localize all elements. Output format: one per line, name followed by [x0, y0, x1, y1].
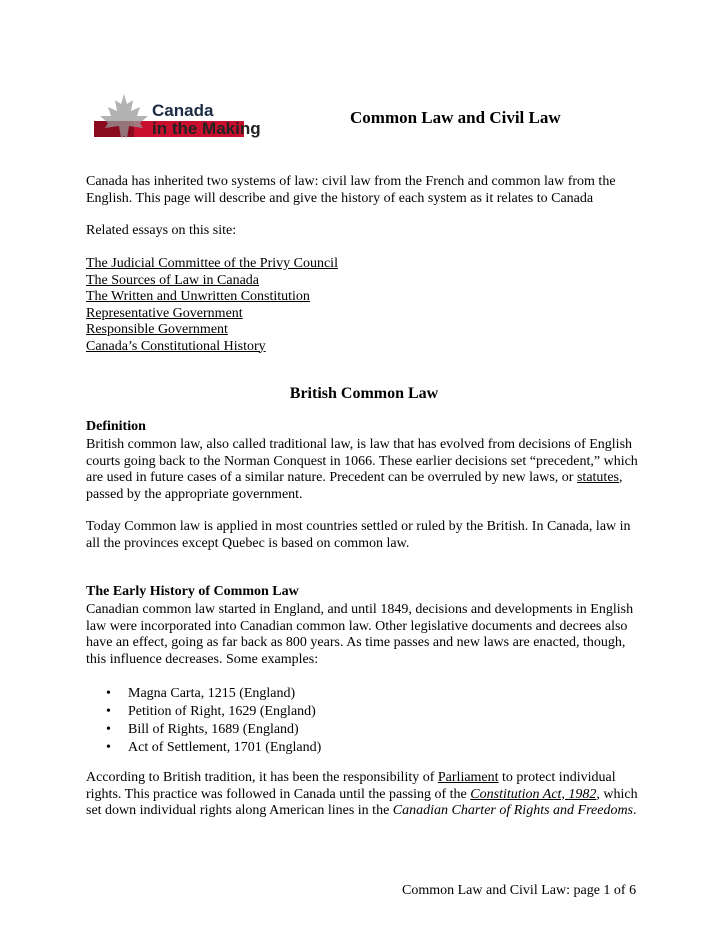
- examples-list: [106, 685, 321, 757]
- tradition-text-2: to protect individual rights. This practice was followed in Canada until the passing of the: [86, 770, 616, 802]
- link-responsible-government[interactable]: Responsible Government: [86, 322, 228, 337]
- tradition-text-4: .: [633, 803, 637, 818]
- link-constitutional-history[interactable]: Canada’s Constitutional History: [86, 338, 266, 354]
- early-history-heading: The Early History of Common Law: [86, 584, 299, 599]
- page-footer: Common Law and Civil Law: page 1 of 6: [402, 883, 637, 898]
- definition-text-end: , passed by the appropriate government.: [86, 470, 623, 502]
- related-links-list: [86, 256, 646, 355]
- document-title: Common Law and Civil Law: [350, 108, 561, 127]
- definition-text: British common law, also called traditional law, is law that has evolved from decisions of English courts going back to the Norman Conquest in 1066. These earlier decisions set “precedent,” which are used in future cases of a similar nature. Precedent can be overruled by new laws, or: [86, 437, 638, 485]
- list-item: • Bill of Rights, 1689 (England): [106, 721, 321, 739]
- link-representative-government[interactable]: Representative Government: [86, 305, 243, 321]
- section-title-british-common-law: British Common Law: [289, 385, 439, 402]
- link-constitution-act-1982[interactable]: Constitution Act, 1982: [470, 786, 597, 802]
- link-sources-of-law[interactable]: The Sources of Law in Canada: [86, 272, 259, 288]
- maple-leaf-icon: [96, 92, 152, 144]
- early-history-paragraph: Canadian common law started in England, and until 1849, decisions and developments in English law were incorporated into Canadian common law. Other legislative documents and decrees also have an effect, going as far back as 800 years. As time passes and new laws are enacted, though, this influence decreases. Some examples:: [86, 602, 634, 667]
- link-parliament[interactable]: Parliament: [437, 770, 499, 785]
- list-item: • Act of Settlement, 1701 (England): [106, 739, 321, 757]
- tradition-text-1: According to British tradition, it has been the responsibility of: [86, 770, 438, 785]
- list-item: • Petition of Right, 1629 (England): [106, 703, 321, 721]
- link-written-unwritten-constitution[interactable]: The Written and Unwritten Constitution: [86, 289, 310, 304]
- related-essays-heading: Related essays on this site:: [86, 223, 237, 238]
- today-paragraph: Today Common law is applied in most countries settled or ruled by the British. In Canada, law in all the provinces except Quebec is based on common law.: [86, 519, 631, 551]
- canada-in-the-making-logo: [94, 92, 274, 146]
- definition-paragraph: [86, 437, 646, 503]
- intro-paragraph: Canada has inherited two systems of law: civil law from the French and common law from the English. This page will describe and give the history of each system as it relates to Canada: [86, 174, 616, 206]
- charter-title: Canadian Charter of Rights and Freedoms: [392, 803, 633, 818]
- logo-text-line2: in the Making: [152, 119, 261, 138]
- definition-heading: Definition: [86, 419, 146, 434]
- tradition-text-3: , which set down individual rights along American lines in the: [86, 786, 638, 818]
- list-item: • Magna Carta, 1215 (England): [106, 685, 321, 703]
- logo-text-line1: Canada: [152, 101, 214, 120]
- link-judicial-committee[interactable]: The Judicial Committee of the Privy Council: [86, 256, 338, 271]
- tradition-paragraph: [86, 770, 646, 820]
- link-statutes[interactable]: statutes: [576, 470, 619, 485]
